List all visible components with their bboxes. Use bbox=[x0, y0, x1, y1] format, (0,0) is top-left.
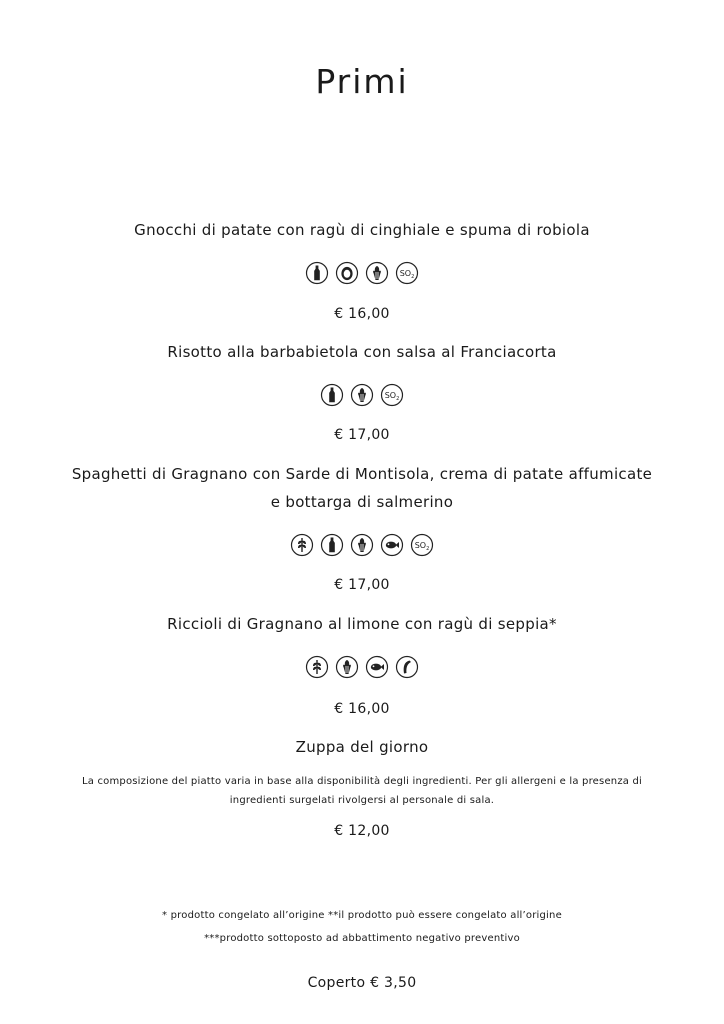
dish-name: Gnocchi di patate con ragù di cinghiale e spuma di robiola bbox=[134, 221, 590, 239]
gluten-icon bbox=[290, 533, 314, 557]
bottle-icon bbox=[320, 533, 344, 557]
dish-name: Riccioli di Gragnano al limone con ragù di seppia* bbox=[167, 615, 557, 633]
celery-icon bbox=[365, 261, 389, 285]
fish-icon bbox=[380, 533, 404, 557]
page-title: Primi bbox=[315, 62, 409, 101]
fish-icon bbox=[365, 655, 389, 679]
footnote: * prodotto congelato all’origine **il prodotto può essere congelato all’origine bbox=[162, 910, 562, 921]
svg-text:SO2: $SO_2$ bbox=[384, 391, 400, 402]
allergen-icons bbox=[0, 261, 724, 285]
celery-icon bbox=[350, 533, 374, 557]
footnote: ***prodotto sottoposto ad abbattimento negativo preventivo bbox=[204, 933, 520, 944]
dish-name: e bottarga di salmerino bbox=[270, 493, 454, 511]
dish-price: € 17,00 bbox=[334, 577, 390, 593]
celery-icon bbox=[335, 655, 359, 679]
svg-text:SO2: $SO_2$ bbox=[414, 541, 430, 552]
mollusc-icon bbox=[395, 655, 419, 679]
egg-icon bbox=[335, 261, 359, 285]
dish-name: Risotto alla barbabietola con salsa al Franciacorta bbox=[167, 343, 557, 361]
dish-price: € 12,00 bbox=[334, 823, 390, 839]
bottle-icon bbox=[305, 261, 329, 285]
dish-price: € 17,00 bbox=[334, 427, 390, 443]
cover-charge: Coperto € 3,50 bbox=[307, 975, 417, 991]
dish-price: € 16,00 bbox=[334, 701, 390, 717]
celery-icon bbox=[350, 383, 374, 407]
sulphites-icon bbox=[395, 261, 419, 285]
gluten-icon bbox=[305, 655, 329, 679]
allergen-icons bbox=[0, 655, 724, 679]
bottle-icon bbox=[320, 383, 344, 407]
sulphites-icon bbox=[410, 533, 434, 557]
dish-price: € 16,00 bbox=[334, 306, 390, 322]
dish-note: La composizione del piatto varia in base alla disponibilità degli ingredienti. Per gli allergeni e la presenza di bbox=[81, 776, 643, 787]
dish-name: Spaghetti di Gragnano con Sarde di Montisola, crema di patate affumicate bbox=[71, 465, 653, 483]
svg-text:SO2: $SO_2$ bbox=[399, 269, 415, 280]
dish-note: ingredienti surgelati rivolgersi al personale di sala. bbox=[229, 795, 495, 806]
allergen-icons bbox=[0, 533, 724, 557]
allergen-icons bbox=[0, 383, 724, 407]
sulphites-icon bbox=[380, 383, 404, 407]
dish-name: Zuppa del giorno bbox=[295, 738, 429, 756]
